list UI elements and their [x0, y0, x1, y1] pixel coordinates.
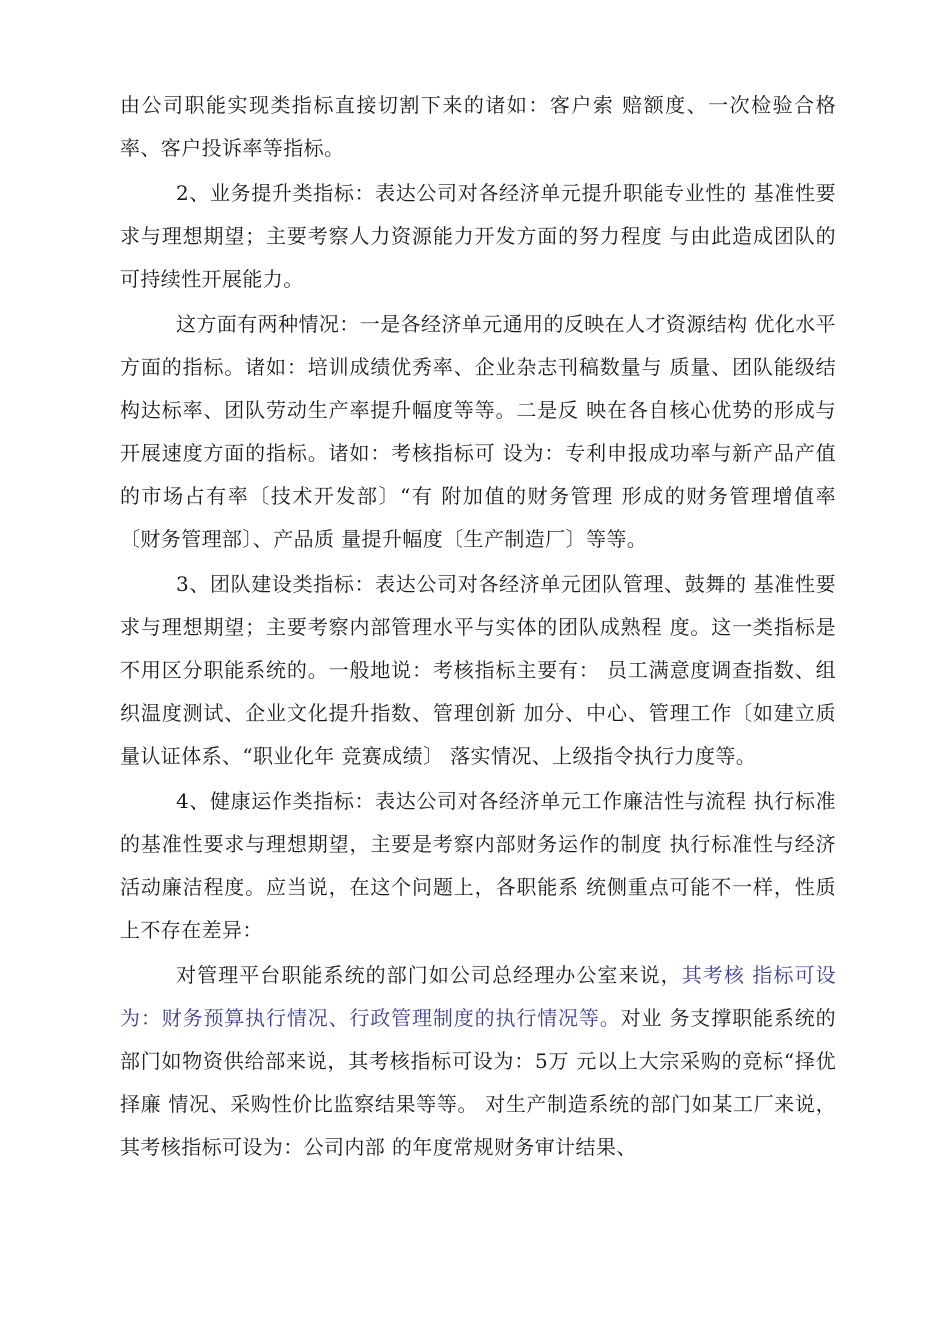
paragraph-text: 2、业务提升类指标：表达公司对各经济单元提升职能专业性的 基准性要求与理想期望；主要考察人力资源能力开发方面的努力程度 与由此造成团队的可持续性开展能力。: [120, 181, 836, 291]
paragraph-management-platform: [120, 954, 836, 1169]
paragraph-healthy-operation: [120, 780, 836, 952]
paragraph-text: 由公司职能实现类指标直接切割下来的诸如：客户索 赔额度、一次检验合格率、客户投诉率等指标。: [120, 93, 836, 160]
paragraph-business-improvement: [120, 172, 836, 301]
paragraph-text: 4、健康运作类指标：表达公司对各经济单元工作廉洁性与流程 执行标准的基准性要求与理想期望，主要是考察内部财务运作的制度 执行标准性与经济活动廉洁程度。应当说，在这个问题上，各职能系 统侧重点可能不一样，性质上不存在差异：: [120, 789, 836, 942]
paragraph-two-situations: [120, 303, 836, 561]
paragraph-team-building: [120, 563, 836, 778]
body-text: [120, 84, 836, 1171]
paragraph-continuation: [120, 84, 836, 170]
paragraph-text: 3、团队建设类指标：表达公司对各经济单元团队管理、鼓舞的 基准性要求与理想期望；主要考察内部管理水平与实体的团队成熟程 度。这一类指标是不用区分职能系统的。一般地说：考核指标主要有： 员工满意度调查指数、组织温度测试、企业文化提升指数、管理创新 加分、中心、管理工作〔如建立质量认证体系、“职业化年 竞赛成绩〕 落实情况、上级指令执行力度等。: [120, 572, 836, 768]
paragraph-text: 对业 务支撑职能系统的部门如物资供给部来说，其考核指标可设为：5万 元以上大宗采购的竞标“择优择廉 情况、采购性价比监察结果等等。 对生产制造系统的部门如某工厂来说，其考核指标可设为：公司内部 的年度常规财务审计结果、: [120, 1006, 836, 1159]
paragraph-text: 这方面有两种情况：一是各经济单元通用的反映在人才资源结构 优化水平方面的指标。诸如：培训成绩优秀率、企业杂志刊稿数量与 质量、团队能级结构达标率、团队劳动生产率提升幅度等等。二是反 映在各自核心优势的形成与开展速度方面的指标。诸如：考核指标可 设为：专利申报成功率与新产品产值的市场占有率〔技术开发部〕“有 附加值的财务管理 形成的财务管理增值率〔财务管理部〕、产品质 量提升幅度〔生产制造厂〕等等。: [120, 312, 836, 551]
paragraph-text: 对管理平台职能系统的部门如公司总经理办公室来说，: [176, 963, 682, 987]
highlighted-text: 其考核 指标可设为：财务预算执行情况、行政管理制度的执行情况等。: [120, 963, 836, 1030]
